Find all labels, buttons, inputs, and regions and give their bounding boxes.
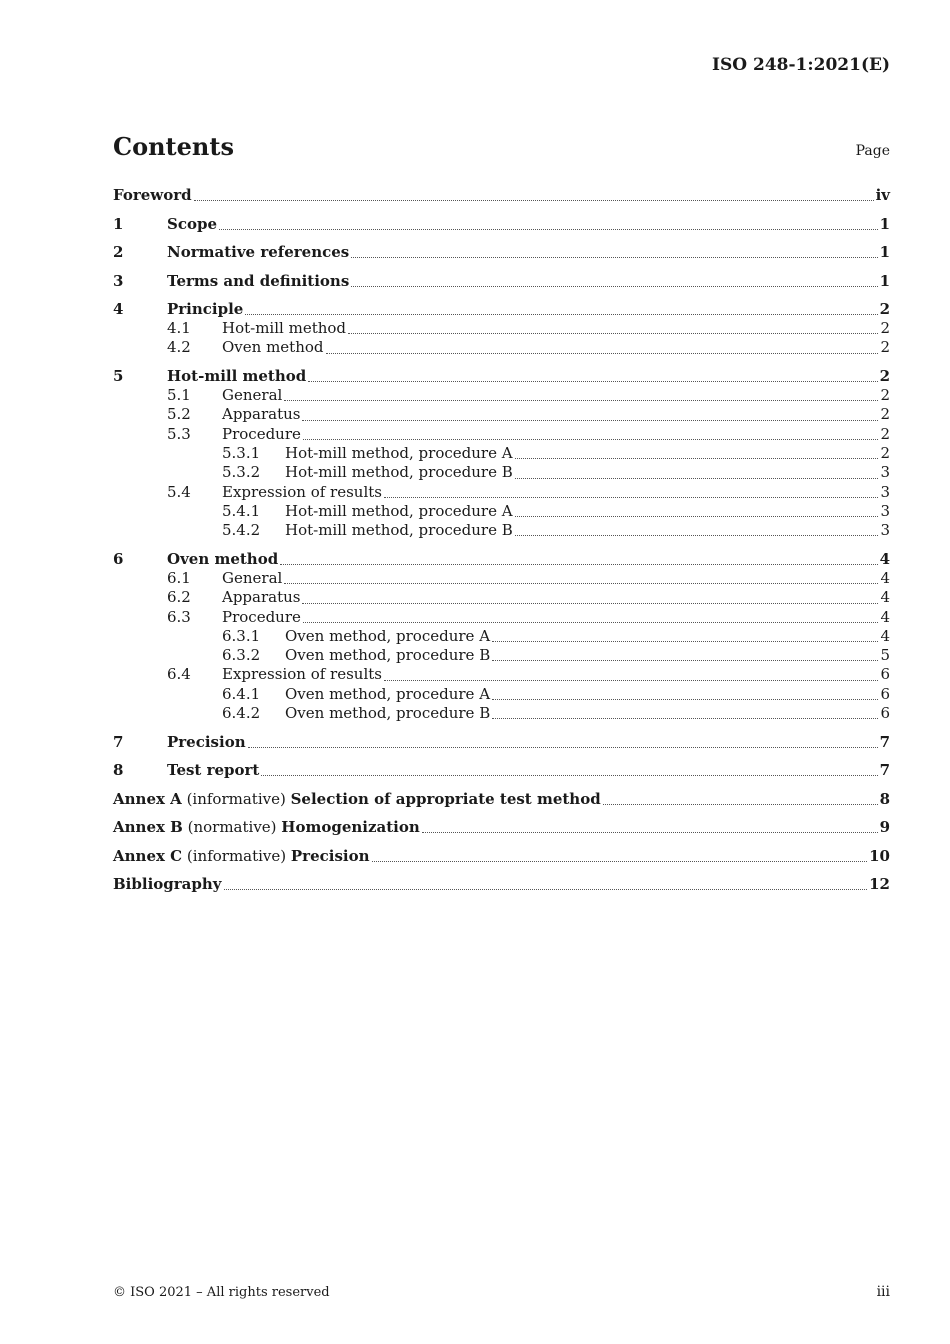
toc-entry-title <box>285 502 513 521</box>
toc-entry[interactable] <box>113 627 890 646</box>
toc-entry[interactable] <box>113 732 890 752</box>
footer-page-number: iii <box>876 1284 890 1300</box>
toc-entry[interactable] <box>113 214 890 234</box>
toc-entry-number: 4.2 <box>167 338 191 357</box>
toc-entry-title <box>222 425 301 444</box>
toc-entry-title <box>113 874 222 894</box>
toc-entry-number: 6.1 <box>167 568 191 587</box>
toc-entry-title <box>285 704 490 723</box>
dot-leader <box>372 860 868 862</box>
toc-entry-number: 6.3 <box>167 607 191 626</box>
toc-entry-title <box>167 732 246 752</box>
toc-entry[interactable] <box>113 704 890 723</box>
toc-entry-number: 8 <box>113 761 124 780</box>
toc-entry-title-text: Oven method, procedure B <box>285 704 491 723</box>
dot-leader <box>284 399 878 401</box>
toc-entry-number: 3 <box>113 271 124 290</box>
toc-entry-title <box>167 549 278 569</box>
toc-entry-number: 7 <box>113 732 124 751</box>
toc-entry-title-text: Test report <box>167 761 260 780</box>
toc-entry-title-text: Hot-mill method, procedure B <box>285 521 513 540</box>
dot-leader <box>326 352 879 354</box>
toc-entry[interactable] <box>113 646 890 665</box>
toc-entry-title <box>222 483 382 502</box>
dot-leader <box>515 457 879 459</box>
toc-entry-title <box>222 569 282 588</box>
toc-entry-page: 10 <box>869 846 890 865</box>
toc-entry-title <box>167 299 243 319</box>
toc-entry-number: 5.1 <box>167 386 191 405</box>
dot-leader <box>422 831 878 833</box>
toc-entry-title <box>222 608 301 627</box>
toc-entry-number: 6.4 <box>167 665 191 684</box>
toc-entry-page: 4 <box>880 626 890 645</box>
toc-entry[interactable] <box>113 483 890 502</box>
toc-entry-title-text: Scope <box>167 214 218 233</box>
annex-qualifier: (informative) <box>181 789 291 808</box>
toc-entry[interactable] <box>113 299 890 319</box>
toc-entry-page: 2 <box>880 424 890 443</box>
toc-entry[interactable] <box>113 502 890 521</box>
toc-entry-title-text: Annex B <box>113 818 183 837</box>
toc-entry-number: 2 <box>113 243 124 261</box>
dot-leader <box>515 477 879 479</box>
toc-entry-title-text: General <box>222 568 283 587</box>
toc-entry[interactable] <box>113 366 890 386</box>
dot-leader <box>303 621 879 623</box>
toc-entry-number: 4.1 <box>167 319 191 337</box>
toc-entry[interactable] <box>113 760 890 780</box>
toc-entry-title-text: Principle <box>167 300 244 318</box>
toc-entry-page: 6 <box>880 684 890 703</box>
toc-entry-page: 4 <box>880 588 890 607</box>
page-column-label: Page <box>855 143 890 159</box>
dot-leader <box>384 496 878 498</box>
toc-entry-title-text: Normative references <box>167 243 350 261</box>
toc-entry-number: 6.3.2 <box>222 646 261 665</box>
toc-entry-title-text: Hot-mill method <box>222 319 347 337</box>
table-of-contents <box>113 185 890 894</box>
toc-entry[interactable] <box>113 405 890 424</box>
toc-entry-number: 5.4.2 <box>222 521 261 540</box>
toc-entry-title-text: General <box>222 386 283 405</box>
dot-leader <box>219 228 878 230</box>
toc-entry-page: 4 <box>879 549 890 568</box>
toc-entry-number: 6 <box>113 549 124 568</box>
toc-entry-title <box>285 463 513 482</box>
toc-entry[interactable] <box>113 665 890 684</box>
dot-leader <box>224 888 868 890</box>
toc-entry-number: 4 <box>113 300 124 318</box>
toc-entry-title <box>222 338 324 357</box>
toc-entry-title-text: Bibliography <box>113 875 222 894</box>
toc-entry-page: 4 <box>880 607 890 626</box>
toc-entry-title <box>167 366 306 386</box>
toc-entry-page: 5 <box>880 646 890 665</box>
dot-leader <box>194 199 874 201</box>
toc-entry-title-text: Oven method <box>222 338 324 357</box>
toc-entry-page: 12 <box>869 875 890 894</box>
dot-leader <box>308 380 877 382</box>
toc-entry-page: 2 <box>880 338 890 357</box>
toc-entry-title-text: Oven method, procedure A <box>285 626 491 645</box>
toc-entry-title-text: Hot-mill method, procedure A <box>285 501 513 520</box>
toc-entry-page: 3 <box>880 501 890 520</box>
toc-entry-number: 5.3.1 <box>222 443 261 462</box>
toc-entry-title <box>222 588 300 607</box>
toc-entry-title <box>113 789 601 809</box>
dot-leader <box>492 640 878 642</box>
dot-leader <box>302 602 878 604</box>
toc-entry-page: iv <box>875 186 890 204</box>
toc-entry-title-text: Expression of results <box>222 482 382 501</box>
toc-entry[interactable] <box>113 588 890 607</box>
toc-entry-title <box>285 685 490 704</box>
dot-leader <box>515 515 879 517</box>
toc-entry-title-text: Apparatus <box>222 588 301 607</box>
toc-entry-title <box>222 665 382 684</box>
toc-entry-title-text: Oven method, procedure B <box>285 646 491 665</box>
toc-entry-title-text: Hot-mill method <box>167 367 307 386</box>
toc-entry-number: 5.3 <box>167 424 191 443</box>
annex-qualifier: (informative) <box>182 846 291 865</box>
toc-entry[interactable] <box>113 386 890 405</box>
toc-entry-page: 2 <box>880 319 890 337</box>
toc-entry-page: 2 <box>879 300 890 318</box>
toc-entry-page: 7 <box>879 732 890 751</box>
toc-entry-title <box>285 627 490 646</box>
toc-entry-title-text: Hot-mill method, procedure B <box>285 463 513 482</box>
toc-entry-title-text: Oven method <box>167 549 279 568</box>
toc-entry[interactable] <box>113 185 890 205</box>
toc-entry-title-text: Precision <box>167 732 246 751</box>
document-id: ISO 248-1:2021(E) <box>712 55 890 75</box>
toc-entry-page: 2 <box>879 367 890 386</box>
toc-entry-page: 1 <box>879 214 890 233</box>
dot-leader <box>384 679 878 681</box>
toc-entry-page: 2 <box>880 386 890 405</box>
toc-entry[interactable] <box>113 521 890 540</box>
toc-entry-page: 3 <box>880 463 890 482</box>
toc-entry-page: 4 <box>880 568 890 587</box>
toc-entry[interactable] <box>113 874 890 894</box>
toc-entry-page: 1 <box>879 271 890 290</box>
dot-leader <box>492 698 878 700</box>
toc-entry-number: 6.2 <box>167 588 191 607</box>
toc-entry-number: 5.3.2 <box>222 463 261 482</box>
dot-leader <box>284 582 878 584</box>
toc-entry-title-text: Oven method, procedure A <box>285 684 491 703</box>
dot-leader <box>351 285 877 287</box>
dot-leader <box>245 313 877 315</box>
toc-entry-number: 5 <box>113 367 124 386</box>
toc-entry-page: 9 <box>879 818 890 837</box>
toc-entry-title <box>167 760 259 780</box>
toc-entry-number: 1 <box>113 214 124 233</box>
toc-entry-title-text: Procedure <box>222 607 301 626</box>
toc-entry-title <box>285 646 490 665</box>
toc-entry-title <box>113 817 420 837</box>
toc-entry[interactable] <box>113 242 890 262</box>
dot-leader <box>351 256 877 258</box>
toc-entry-title <box>167 242 349 262</box>
toc-entry-title-text: Apparatus <box>222 405 301 424</box>
toc-entry[interactable] <box>113 271 890 291</box>
toc-entry[interactable] <box>113 789 890 809</box>
toc-entry[interactable] <box>113 444 890 463</box>
toc-entry-page: 7 <box>879 761 890 780</box>
toc-entry[interactable] <box>113 685 890 704</box>
toc-entry-title-text: Terms and definitions <box>167 271 350 290</box>
toc-entry-page: 1 <box>879 243 890 261</box>
dot-leader <box>280 563 877 565</box>
dot-leader <box>492 659 878 661</box>
footer-copyright: © ISO 2021 – All rights reserved <box>113 1285 330 1300</box>
toc-entry-title <box>285 521 513 540</box>
toc-entry-page: 3 <box>880 482 890 501</box>
toc-entry-page: 3 <box>880 521 890 540</box>
toc-entry[interactable] <box>113 463 890 482</box>
toc-entry-number: 5.2 <box>167 405 191 424</box>
toc-entry-title-text: Procedure <box>222 424 301 443</box>
toc-entry-title-text: Hot-mill method, procedure A <box>285 443 513 462</box>
toc-entry-title <box>222 319 346 338</box>
toc-entry-number: 6.3.1 <box>222 626 261 645</box>
toc-entry[interactable] <box>113 846 890 866</box>
toc-entry-title <box>222 405 300 424</box>
dot-leader <box>348 332 878 334</box>
annex-title: Homogenization <box>281 818 420 837</box>
toc-entry-number: 5.4 <box>167 482 191 501</box>
dot-leader <box>302 419 878 421</box>
toc-entry-page: 2 <box>880 405 890 424</box>
dot-leader <box>261 774 877 776</box>
toc-entry[interactable] <box>113 319 890 338</box>
toc-entry[interactable] <box>113 549 890 569</box>
toc-entry[interactable] <box>113 338 890 357</box>
dot-leader <box>492 717 878 719</box>
annex-title: Precision <box>290 846 370 865</box>
toc-entry-number: 6.4.2 <box>222 704 261 723</box>
toc-entry-page: 8 <box>879 789 890 808</box>
dot-leader <box>303 438 879 440</box>
dot-leader <box>515 534 879 536</box>
toc-entry-title <box>113 846 370 866</box>
annex-title: Selection of appropriate test method <box>290 789 601 808</box>
toc-entry-title-text: Annex C <box>113 846 183 865</box>
toc-entry-number: 5.4.1 <box>222 501 261 520</box>
toc-entry-number: 6.4.1 <box>222 684 261 703</box>
toc-entry-page: 6 <box>880 704 890 723</box>
contents-heading: Contents <box>113 132 234 161</box>
toc-entry-title <box>167 214 217 234</box>
toc-entry-title <box>167 271 349 291</box>
annex-qualifier: (normative) <box>182 818 282 837</box>
toc-entry-page: 2 <box>880 443 890 462</box>
toc-entry-title <box>222 386 282 405</box>
dot-leader <box>603 803 878 805</box>
toc-entry-title-text: Foreword <box>113 186 192 204</box>
toc-entry-title-text: Expression of results <box>222 665 382 684</box>
toc-entry-title <box>113 185 192 205</box>
toc-entry-title-text: Annex A <box>113 789 182 808</box>
toc-entry-page: 6 <box>880 665 890 684</box>
toc-entry[interactable] <box>113 608 890 627</box>
toc-entry[interactable] <box>113 425 890 444</box>
dot-leader <box>248 746 878 748</box>
toc-entry[interactable] <box>113 817 890 837</box>
toc-entry-title <box>285 444 513 463</box>
toc-entry[interactable] <box>113 569 890 588</box>
